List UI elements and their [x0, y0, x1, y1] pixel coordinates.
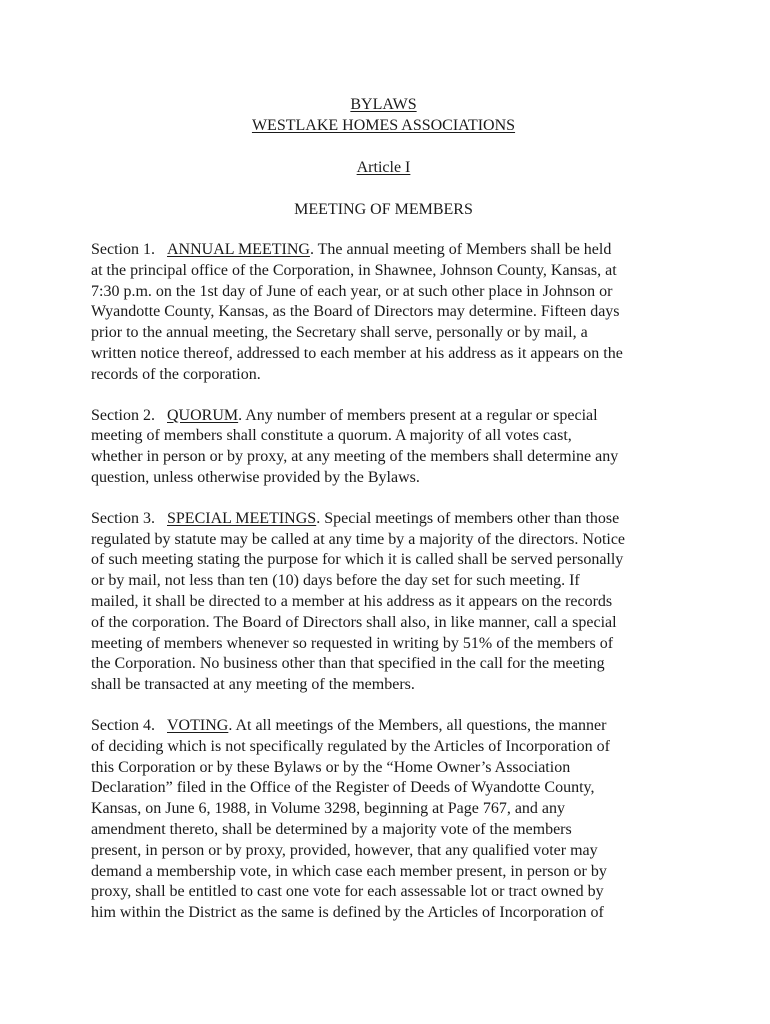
- section-line: Section 2. QUORUM. Any number of members present at a regular or special: [91, 406, 598, 424]
- section-line: Wyandotte County, Kansas, as the Board of Directors may determine. Fifteen days: [91, 303, 620, 321]
- section-line: regulated by statute may be called at any time by a majority of the directors. Notice: [91, 530, 626, 548]
- section-line: Kansas, on June 6, 1988, in Volume 3298, beginning at Page 767, and any: [91, 800, 566, 818]
- section-line: 7:30 p.m. on the 1st day of June of each year, or at such other place in Johnson or: [91, 282, 613, 300]
- section-line: present, in person or by proxy, provided, however, that any qualified voter may: [91, 841, 598, 859]
- article-heading: Article I: [356, 159, 411, 176]
- section-line: whether in person or by proxy, at any meeting of the members shall determine any: [91, 448, 619, 466]
- section-line: at the principal office of the Corporation, in Shawnee, Johnson County, Kansas, at: [91, 261, 617, 279]
- section-line: prior to the annual meeting, the Secretary shall serve, personally or by mail, a: [91, 324, 588, 342]
- article-title: MEETING OF MEMBERS: [294, 201, 473, 218]
- section-line: meeting of members shall constitute a quorum. A majority of all votes cast,: [91, 427, 572, 445]
- section-line: or by mail, not less than ten (10) days before the day set for such meeting. If: [91, 572, 580, 590]
- section-line: written notice thereof, addressed to each member at his address as it appears on the: [91, 344, 623, 362]
- section-voting: [91, 716, 676, 924]
- section-heading: ANNUAL MEETING: [167, 241, 310, 258]
- section-line: Section 3. SPECIAL MEETINGS. Special meetings of members other than those: [91, 509, 620, 527]
- section-line: of deciding which is not specifically regulated by the Articles of Incorporation of: [91, 737, 610, 755]
- section-line: Declaration” filed in the Office of the Register of Deeds of Wyandotte County,: [91, 779, 595, 797]
- section-line: of such meeting stating the purpose for which it is called shall be served personally: [91, 551, 624, 569]
- section-heading: VOTING: [167, 716, 229, 734]
- section-line: him within the District as the same is defined by the Articles of Incorporation of: [91, 904, 604, 922]
- section-label: Section 2.: [91, 406, 155, 424]
- section-line: this Corporation or by these Bylaws or by the “Home Owner’s Association: [91, 758, 571, 776]
- section-heading: QUORUM: [167, 406, 239, 424]
- document-title: BYLAWS: [350, 96, 417, 113]
- section-line: Section 1. ANNUAL MEETING. The annual meeting of Members shall be held: [91, 241, 612, 258]
- section-line: meeting of members whenever so requested in writing by 51% of the members of: [91, 634, 614, 652]
- section-label: Section 4.: [91, 716, 155, 734]
- section-line: records of the corporation.: [91, 365, 261, 383]
- section-line: question, unless otherwise provided by the Bylaws.: [91, 468, 420, 486]
- section-line: mailed, it shall be directed to a member at his address as it appears on the records: [91, 592, 613, 610]
- section-line: amendment thereto, shall be determined by a majority vote of the members: [91, 820, 572, 838]
- section-quorum: [91, 406, 676, 489]
- document-subtitle: WESTLAKE HOMES ASSOCIATIONS: [251, 117, 516, 134]
- section-special-meetings: [91, 509, 676, 696]
- section-line: Section 4. VOTING. At all meetings of the Members, all questions, the manner: [91, 716, 607, 734]
- section-line: shall be transacted at any meeting of the members.: [91, 676, 415, 694]
- section-line: the Corporation. No business other than that specified in the call for the meeting: [91, 655, 605, 673]
- section-annual-meeting: [91, 240, 676, 386]
- section-label: Section 3.: [91, 509, 155, 527]
- section-line: of the corporation. The Board of Directors shall also, in like manner, call a special: [91, 613, 617, 631]
- section-line: proxy, shall be entitled to cast one vote for each assessable lot or tract owned by: [91, 883, 604, 901]
- section-heading: SPECIAL MEETINGS: [167, 509, 317, 527]
- section-line: demand a membership vote, in which case each member present, in person or by: [91, 862, 607, 880]
- section-label: Section 1.: [91, 241, 155, 258]
